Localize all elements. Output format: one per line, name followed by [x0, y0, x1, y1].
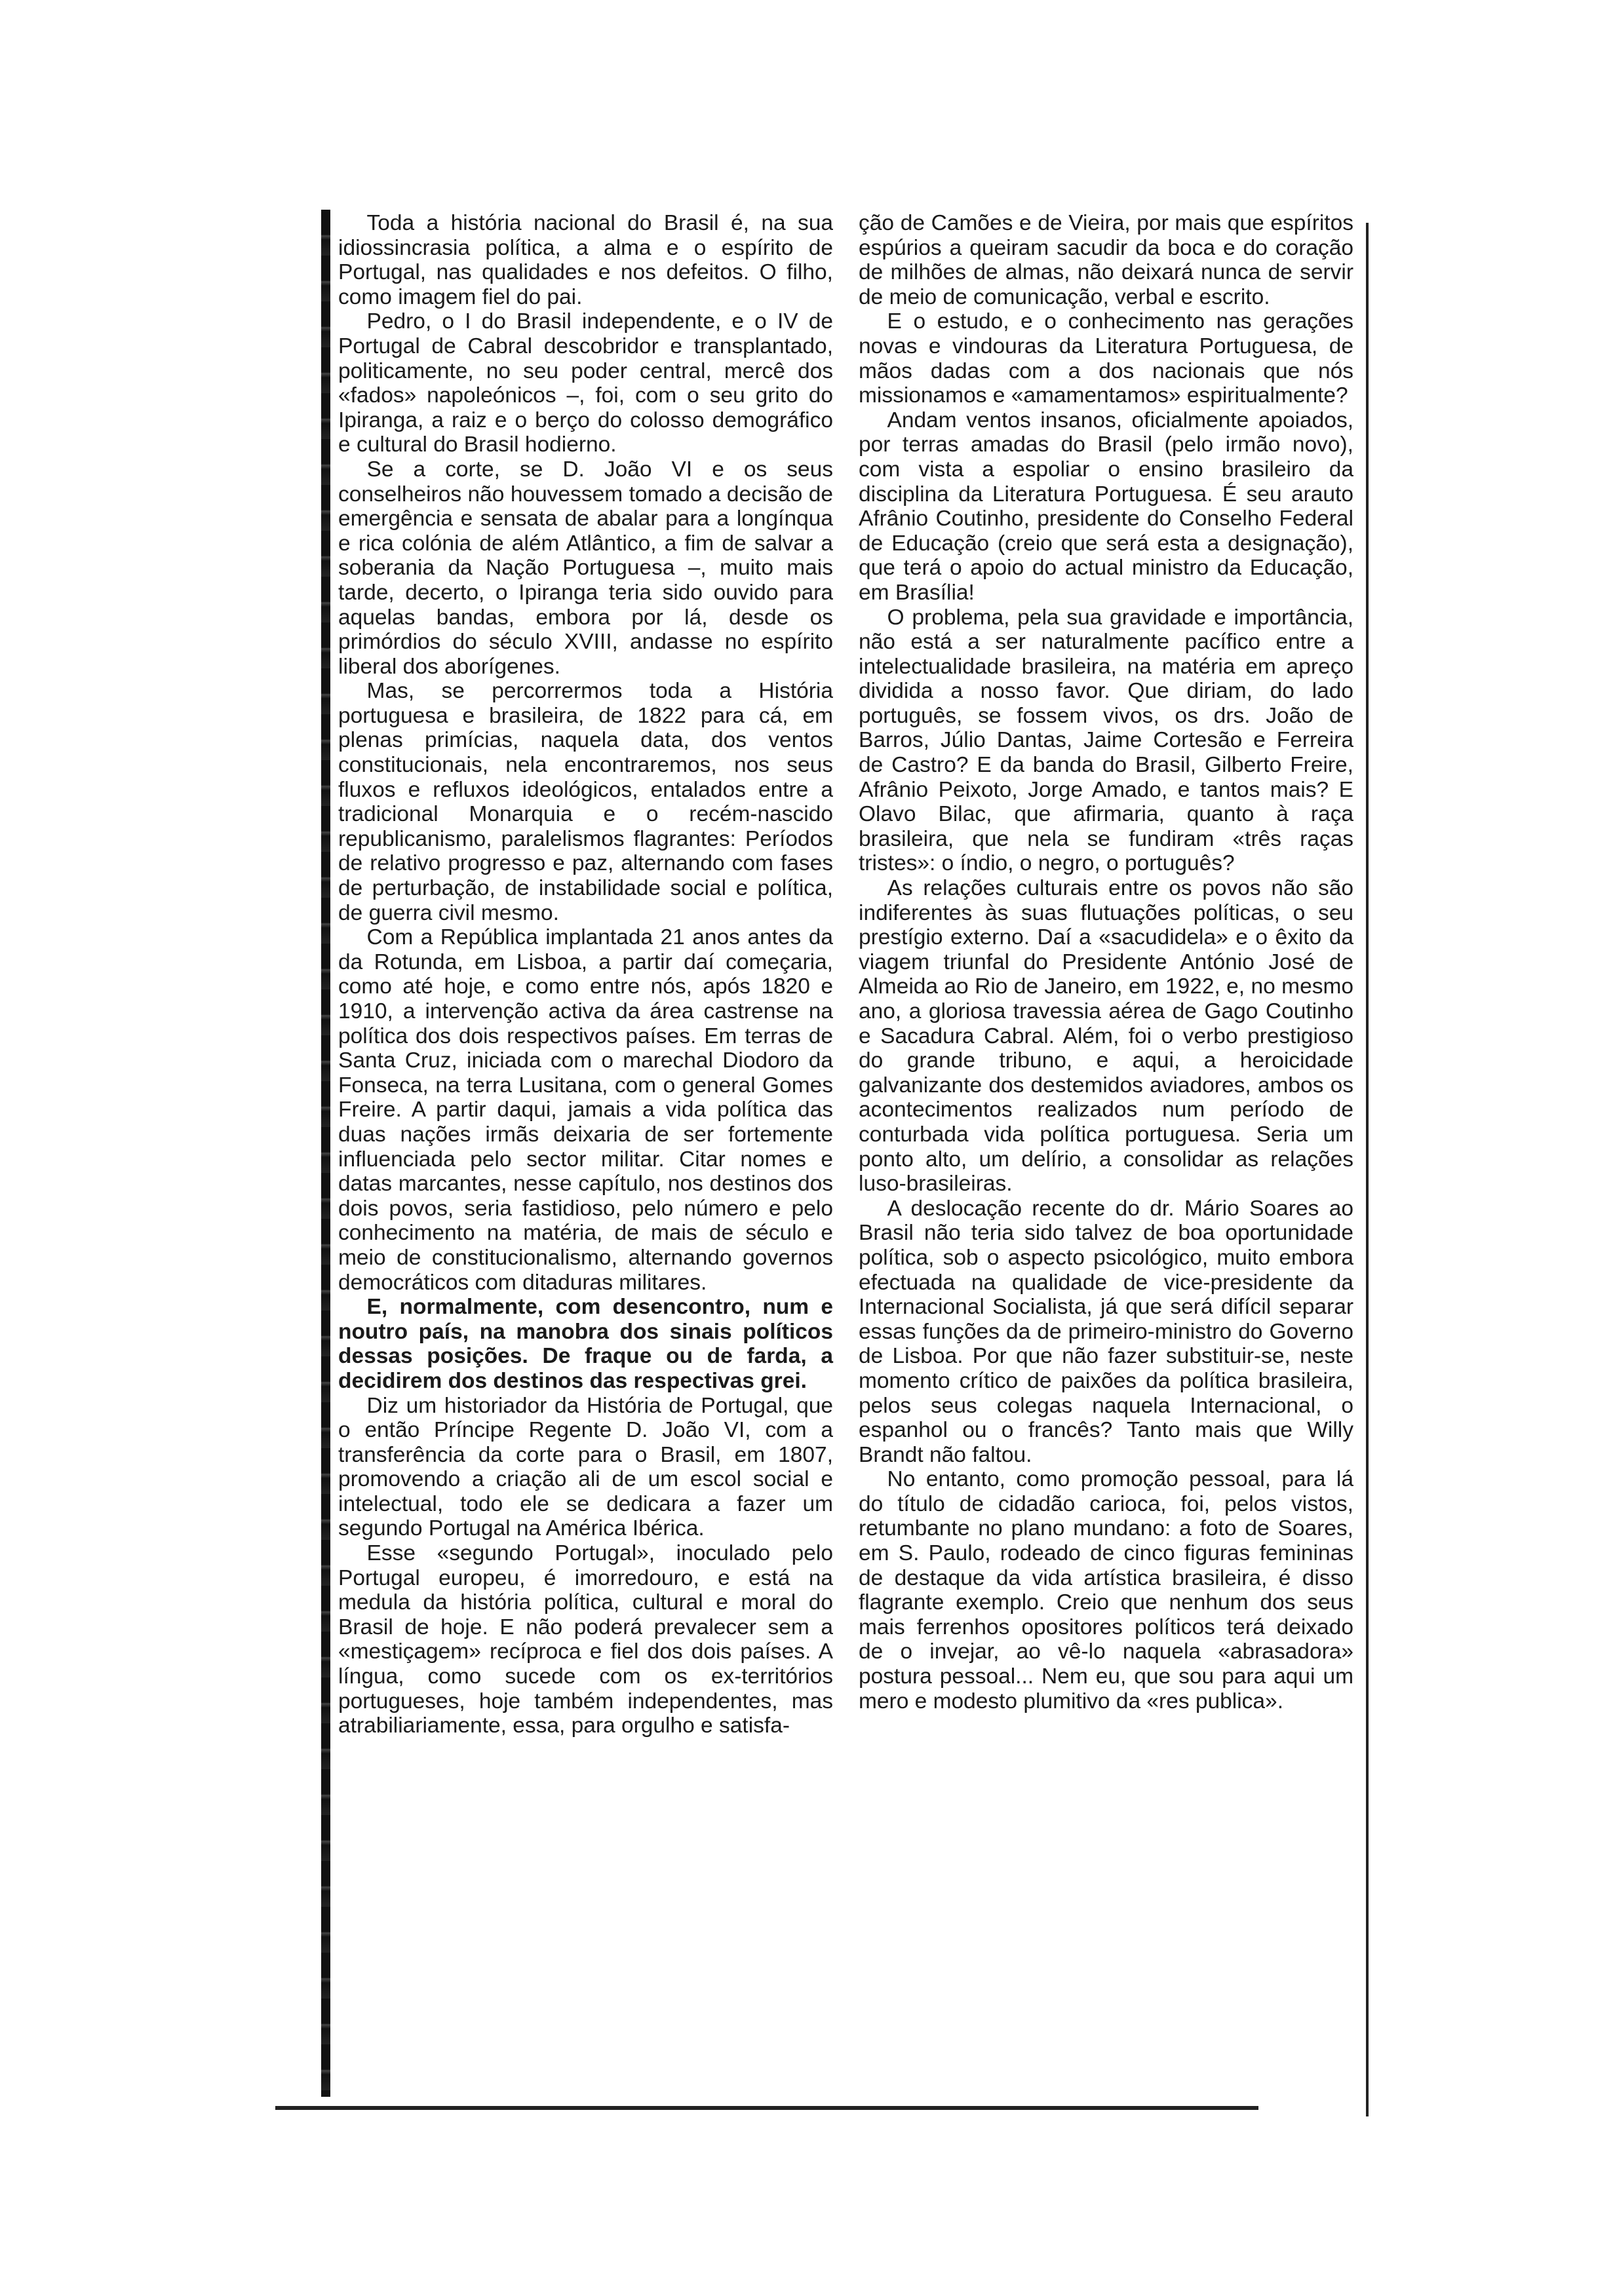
- paragraph: Pedro, o I do Brasil independente, e o IV de Portugal de Cabral descobridor e transplantado, politicamente, no seu poder central, mercê dos «fados» napoleónicos –, foi, com o seu grito do Ipiranga, a raiz e o berço do colosso demográfico e cultural do Brasil hodierno.: [338, 309, 833, 457]
- column-rule-bottom: [275, 2106, 1258, 2110]
- paragraph: A deslocação recente do dr. Mário Soares ao Brasil não teria sido talvez de boa oportunidade política, sob o aspecto psicológico, muito embora efectuada na qualidade de vice-presidente da Internacional Socialista, já que será difícil separar essas funções da de primeiro-ministro do Governo de Lisboa. Por que não fazer substituir-se, neste momento crítico de paixões da política brasileira, pelos seus colegas naquela Internacional, o espanhol ou o francês? Tanto mais que Willy Brandt não faltou.: [859, 1196, 1353, 1467]
- paragraph: Esse «segundo Portugal», inoculado pelo Portugal europeu, é imorredouro, e está na medula da história política, cultural e moral do Brasil de hoje. E não poderá prevalecer sem a «mestiçagem» recíproca e fiel dos dois países. A língua, como sucede com os ex-territórios portugueses, hoje também independentes, mas atrabiliariamente, essa, para orgulho e satisfa-: [338, 1541, 833, 1738]
- paragraph: Toda a história nacional do Brasil é, na sua idiossincrasia política, a alma e o espírito de Portugal, nas qualidades e nos defeitos. O filho, como imagem fiel do pai.: [338, 211, 833, 309]
- paragraph: Mas, se percorrermos toda a História portuguesa e brasileira, de 1822 para cá, em plenas primícias, naquela data, dos ventos constitucionais, nela encontraremos, nos seus fluxos e refluxos ideológicos, entalados entre a tradicional Monarquia e o recém-nascido republicanismo, paralelismos flagrantes: Períodos de relativo progresso e paz, alternando com fases de perturbação, de instabilidade social e política, de guerra civil mesmo.: [338, 679, 833, 925]
- paragraph: Com a República implantada 21 anos antes da da Rotunda, em Lisboa, a partir daí começaria, como até hoje, e como entre nós, após 1820 e 1910, a intervenção activa da área castrense na política dos dois respectivos países. Em terras de Santa Cruz, iniciada com o marechal Diodoro da Fonseca, na terra Lusitana, com o general Gomes Freire. A partir daqui, jamais a vida política das duas nações irmãs deixaria de ser fortemente influenciada pelo sector militar. Citar nomes e datas marcantes, nesse capítulo, nos destinos dos dois povos, seria fastidioso, pelo número e pelo conhecimento na matéria, de mais de século e meio de constitucionalismo, alternando governos democráticos com ditaduras militares.: [338, 925, 833, 1295]
- paragraph-continuation: ção de Camões e de Vieira, por mais que espíritos espúrios a queiram sacudir da boca e do coração de milhões de almas, não deixará nunca de servir de meio de comunicação, verbal e escrito.: [859, 211, 1353, 309]
- paragraph: E, normalmente, com desencontro, num e noutro país, na manobra dos sinais políticos dessas posições. De fraque ou de farda, a decidirem dos destinos das respectivas grei.: [338, 1295, 833, 1393]
- newspaper-clipping: [275, 197, 1376, 2116]
- paragraph: E o estudo, e o conhecimento nas gerações novas e vindouras da Literatura Portuguesa, de mãos dadas com a dos nacionais que nós missionamos e «amamentamos» espiritualmente?: [859, 309, 1353, 408]
- paragraph: As relações culturais entre os povos não são indiferentes às suas flutuações políticas, o seu prestígio externo. Daí a «sacudidela» e o êxito da viagem triunfal do Presidente António José de Almeida ao Rio de Janeiro, em 1922, e, no mesmo ano, a gloriosa travessia aérea de Gago Coutinho e Sacadura Cabral. Além, foi o verbo prestigioso do grande tribuno, e aqui, a heroicidade galvanizante dos destemidos aviadores, ambos os acontecimentos realizados num período de conturbada vida política portuguesa. Seria um ponto alto, um delírio, a consolidar as relações luso-brasileiras.: [859, 876, 1353, 1196]
- column-rule-left: [321, 210, 330, 2097]
- paragraph: Andam ventos insanos, oficialmente apoiados, por terras amadas do Brasil (pelo irmão novo), com vista a espoliar o ensino brasileiro da disciplina da Literatura Portuguesa. É seu arauto Afrânio Coutinho, presidente do Conselho Federal de Educação (creio que será esta a designação), que terá o apoio do actual ministro da Educação, em Brasília!: [859, 408, 1353, 605]
- paragraph: No entanto, como promoção pessoal, para lá do título de cidadão carioca, foi, pelos vistos, retumbante no plano mundano: a foto de Soares, em S. Paulo, rodeado de cinco figuras femininas de destaque da vida artística brasileira, é disso flagrante exemplo. Creio que nenhum dos seus mais ferrenhos opositores políticos terá deixado de o invejar, ao vê-lo naquela «abrasadora» postura pessoal... Nem eu, que sou para aqui um mero e modesto plumitivo da «res publica».: [859, 1467, 1353, 1713]
- paragraph: Diz um historiador da História de Portugal, que o então Príncipe Regente D. João VI, com a transferência da corte para o Brasil, em 1807, promovendo a criação ali de um escol social e intelectual, todo ele se dedicara a fazer um segundo Portugal na América Ibérica.: [338, 1393, 833, 1541]
- paragraph: Se a corte, se D. João VI e os seus conselheiros não houvessem tomado a decisão de emergência e sensata de abalar para a longínqua e rica colónia de além Atlântico, a fim de salvar a soberania da Nação Portuguesa –, muito mais tarde, decerto, o Ipiranga teria sido ouvido para aquelas bandas, embora por lá, desde os primórdios do século XVIII, andasse no espírito liberal dos aborígenes.: [338, 457, 833, 679]
- article-left-column: [338, 211, 833, 1738]
- article-right-column: [859, 211, 1353, 1713]
- paragraph: O problema, pela sua gravidade e importância, não está a ser naturalmente pacífico entre a intelectualidade brasileira, na matéria em apreço dividida a nosso favor. Que diriam, do lado português, se fossem vivos, os drs. João de Barros, Júlio Dantas, Jaime Cortesão e Ferreira de Castro? E da banda do Brasil, Gilberto Freire, Afrânio Peixoto, Jorge Amado, e tantos mais? E Olavo Bilac, que afirmaria, quanto à raça brasileira, que nela se fundiram «três raças tristes»: o índio, o negro, o português?: [859, 605, 1353, 876]
- column-rule-right: [1366, 223, 1369, 2116]
